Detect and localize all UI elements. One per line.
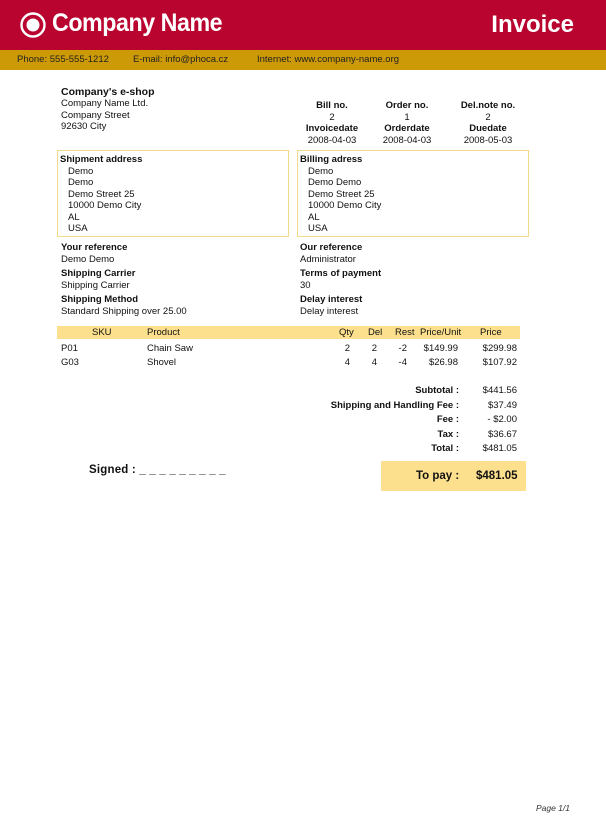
delnote-no-label: Del.note no.	[460, 100, 516, 111]
delay-interest-value: Delay interest	[300, 306, 359, 317]
tax-label: Tax :	[437, 428, 459, 440]
shop-address-line: 92630 City	[61, 121, 107, 132]
column-header-rest: Rest	[395, 327, 415, 338]
shipment-address-line: Demo	[68, 165, 94, 177]
billing-address-line: Demo Demo	[308, 177, 362, 188]
shipping-fee-value: $37.49	[487, 399, 517, 411]
table-row	[57, 356, 520, 370]
subtotal-value: $441.56	[482, 385, 517, 396]
invoicedate-label: Invoicedate	[305, 123, 359, 134]
billing-address-line: Demo	[308, 165, 334, 177]
your-reference-label: Your reference	[61, 242, 128, 253]
billing-address-box	[297, 150, 529, 237]
shop-address-line: Company Name Ltd.	[61, 98, 149, 109]
shop-address	[61, 98, 148, 133]
item-sku: G03	[61, 357, 79, 368]
orderdate-value: 2008-04-03	[382, 134, 432, 146]
item-qty: 4	[344, 357, 350, 368]
billing-address-line: 10000 Demo City	[308, 200, 382, 211]
total-label: Total :	[431, 443, 459, 454]
shipping-carrier-label: Shipping Carrier	[61, 268, 136, 279]
shipment-address-box	[57, 150, 289, 237]
terms-of-payment-value: 30	[300, 280, 311, 291]
meta-order-column	[367, 100, 447, 146]
shipment-address-line: USA	[68, 223, 88, 234]
billing-address-line: USA	[308, 223, 328, 234]
to-pay-value: $481.05	[476, 470, 518, 482]
item-del: 2	[371, 343, 377, 354]
tax-value: $36.67	[487, 428, 517, 440]
fee-value: - $2.00	[487, 414, 517, 425]
our-reference-label: Our reference	[300, 242, 363, 253]
shop-address-line: Company Street	[61, 109, 130, 121]
bill-no-label: Bill no.	[316, 100, 348, 111]
to-pay-box	[381, 461, 526, 491]
customer-references	[61, 242, 187, 318]
contact-bar	[0, 50, 606, 70]
your-reference-value: Demo Demo	[61, 254, 115, 265]
item-price: $107.92	[482, 357, 517, 368]
billing-address-title: Billing adress	[300, 154, 363, 165]
delay-interest-label: Delay interest	[300, 294, 363, 305]
shop-name: Company's e-shop	[61, 86, 155, 98]
signature-line: Signed : _ _ _ _ _ _ _ _ _	[89, 464, 226, 476]
company-logo-icon	[20, 12, 46, 38]
shipping-fee-label: Shipping and Handling Fee :	[330, 399, 459, 411]
to-pay-label: To pay :	[416, 470, 460, 482]
item-qty: 2	[344, 343, 350, 354]
shipment-address-line: AL	[68, 211, 80, 223]
column-header-price-unit: Price/Unit	[420, 327, 462, 338]
item-rest: -4	[398, 357, 407, 368]
column-header-price: Price	[480, 327, 502, 338]
contact-email: E-mail: info@phoca.cz	[133, 54, 229, 65]
orderdate-label: Orderdate	[384, 123, 430, 134]
page-number: Page 1/1	[535, 803, 570, 813]
header-bar	[0, 0, 606, 50]
terms-of-payment-label: Terms of payment	[300, 268, 382, 279]
duedate-label: Duedate	[469, 123, 507, 134]
totals-labels	[331, 384, 459, 457]
item-sku: P01	[61, 343, 78, 354]
bill-no-value: 2	[329, 111, 335, 123]
document-title: Invoice	[491, 11, 574, 38]
item-rest: -2	[398, 343, 407, 354]
totals-values	[460, 384, 517, 457]
shipment-address-line: 10000 Demo City	[68, 200, 142, 211]
duedate-value: 2008-05-03	[463, 134, 513, 146]
items-table-header	[57, 326, 520, 339]
shipping-method-value: Standard Shipping over 25.00	[61, 306, 187, 317]
contact-phone: Phone: 555-555-1212	[17, 54, 109, 65]
item-unit-price: $149.99	[423, 343, 458, 354]
order-no-value: 1	[404, 111, 410, 123]
shipment-address-line: Demo Street 25	[68, 188, 135, 200]
billing-address-line: AL	[308, 211, 320, 223]
vendor-references	[300, 242, 381, 318]
shipping-method-label: Shipping Method	[61, 294, 139, 305]
item-del: 4	[371, 357, 377, 368]
column-header-sku: SKU	[92, 327, 112, 338]
item-unit-price: $26.98	[428, 357, 458, 368]
column-header-product: Product	[147, 327, 180, 338]
item-price: $299.98	[482, 343, 517, 354]
order-no-label: Order no.	[385, 100, 429, 111]
billing-address-line: Demo Street 25	[308, 188, 375, 200]
subtotal-label: Subtotal :	[415, 385, 459, 396]
total-value: $481.05	[482, 443, 517, 454]
meta-bill-column	[292, 100, 372, 146]
column-header-del: Del	[368, 327, 383, 338]
item-product: Chain Saw	[147, 343, 193, 354]
shipment-address-title: Shipment address	[60, 154, 143, 165]
item-product: Shovel	[147, 357, 177, 368]
delnote-no-value: 2	[485, 111, 491, 123]
column-header-qty: Qty	[339, 327, 354, 338]
invoicedate-value: 2008-04-03	[307, 134, 357, 146]
company-name: Company Name	[52, 9, 223, 37]
shipping-carrier-value: Shipping Carrier	[61, 280, 130, 291]
meta-delnote-column	[448, 100, 528, 146]
table-row	[57, 342, 520, 356]
contact-internet: Internet: www.company-name.org	[257, 54, 400, 65]
shipment-address-line: Demo	[68, 177, 94, 188]
our-reference-value: Administrator	[300, 254, 356, 265]
fee-label: Fee :	[436, 414, 459, 425]
